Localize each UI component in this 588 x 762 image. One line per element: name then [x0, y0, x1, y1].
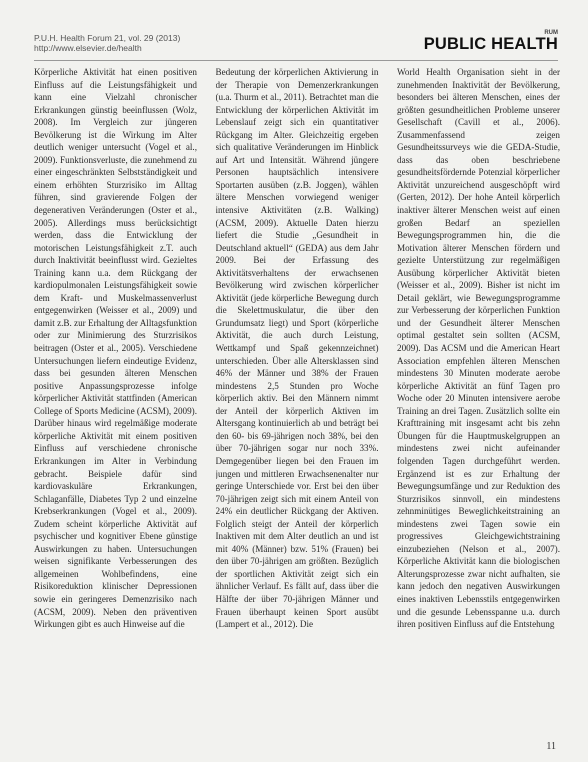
journal-line: P.U.H. Health Forum 21, vol. 29 (2013): [34, 33, 181, 43]
text-column-3: [397, 66, 560, 728]
text-column-2: [216, 66, 379, 728]
column-2-text: Bedeutung der körperlichen Aktivierung in der Therapie von Demenzerkrankungen (u.a. Thurm et al., 2011). Betrachtet man die Entwicklung der körperlichen Aktivität im Lebenslauf zeigt sich ein quantitativer Rückgang im Alter. Gleichzeitig ergeben sich qualitative Veränderungen im Hinblick auf Art und Intensität. Während jüngere Personen hauptsächlich intensivere Sportarten ausüben (z.B. Joggen), wählen ältere Menschen vorwiegend weniger intensive Aktivitäten (z.B. Walking) (ACSM, 2009). Aktuelle Daten hierzu liefert die Studie „Gesundheit in Deutschland aktuell“ (GEDA) aus dem Jahr 2009. Bei der Erfassung des Aktivitätsverhaltens der erwachsenen Bevölkerung wird zwischen körperlicher Aktivität (jede körperliche Bewegung durch die Skelettmuskulatur, die über den Grundumsatz liegt) und Sport (körperliche Aktivität, die auch durch Leistung, Wettkampf und Spaß gekennzeichnet) unterschieden. Über alle Altersklassen sind 46% der Männer und 38% der Frauen mindestens 2,5 Stunden pro Woche körperlich aktiv. Bei den Männern nimmt der Anteil der körperlich Aktiven im Altersgang kontinuierlich ab und beträgt bei den 60- bis 69-jährigen noch 38%, bei den über 70-jährigen sogar nur noch 33%. Demgegenüber liegen bei den Frauen im jungen und mittleren Erwachsenenalter nur geringe Unterschiede vor. Erst bei den über 70-jährigen zeigt sich mit einem Anteil von 24% ein deutlicher Rückgang der Aktiven. Folglich steigt der Anteil der körperlich Inaktiven mit dem Alter deutlich an und ist mit 40% (Männer) bzw. 51% (Frauen) bei den über 70-jährigen am größten. Bezüglich der sportlichen Aktivität zeigt sich ein ähnlicher Verlauf. Es fällt auf, dass über die Hälfte der über 70-jährigen Männer und Frauen überhaupt keinen Sport ausübt (Lampert et al., 2012). Die: [215, 67, 379, 630]
article-body: [34, 66, 560, 728]
page-number: 11: [546, 741, 556, 752]
brand-title: PUBLIC HEALTH: [423, 35, 558, 53]
page-header: [0, 0, 588, 62]
column-1-text: Körperliche Aktivität hat einen positiven Einfluss auf die Leistungsfähigkeit und kann eine Vielzahl chronischer Erkrankungen günstig beeinflussen (Wolz, 2008). Im Vergleich zur jüngeren Bevölkerung ist die Wirkung im Alter deutlich weniger untersucht (Vogel et al., 2009). Funktionsverluste, die zunehmend zu einer eingeschränkten Selbstständigkeit und einem erhöhten Sturzrisiko im Alltag führen, sind gravierende Folgen der degenerativen Veränderungen (Oster et al., 2005). Allerdings muss berücksichtigt werden, dass die Entwicklung der motorischen Leistungsfähigkeit z.T. auch durch Inaktivität beeinflusst wird. Gezieltes Training kann u.a. dem Rückgang der kardiopulmonalen Leistungsfähigkeit sowie dem Kraft- und Muskelmassenverlust entgegenwirken (Weisser et al., 2009) und damit z.B. zur Erhaltung der Alltagsfunktion oder zur Minimierung des Sturzrisikos beitragen (Oster et al., 2005). Verschiedene Untersuchungen liefern eindeutige Evidenz, dass bei gesunden älteren Menschen positive Anpassungsprozesse infolge körperlicher Aktivität stattfinden (American College of Sports Medicine (ACSM), 2009). Darüber hinaus wird regelmäßige moderate körperliche Aktivität mit einem positiven Einfluss auf verschiedene chronische Erkrankungen im Alter in Verbindung gebracht. Beispiele dafür sind kardiovaskuläre Erkrankungen, Schlaganfälle, Diabetes Typ 2 und einzelne Krebserkrankungen (Vogel et al., 2009). Zudem scheint körperliche Aktivität auf psychischer und kognitiver Ebene günstige Auswirkungen zu haben. Untersuchungen weisen signifikante Verbesserungen des allgemeinen Wohlbefindens, eine Risikoreduktion klinischer Depressionen sowie ein geringeres Demenzrisiko nach (ACSM, 2009). Neben den präventiven Wirkungen gibt es auch Hinweise auf die: [34, 67, 197, 630]
journal-citation: [34, 33, 180, 53]
column-3-text: World Health Organisation sieht in der zunehmenden Inaktivität der Bevölkerung, besonders bei älteren Menschen, eines der größten gesundheitlichen Probleme unserer Gesellschaft (Cavill et al., 2006). Zusammenfassend zeigen Gesundheitssurveys wie die GEDA-Studie, dass das oben beschriebene gesundheitsfördernde Potenzial körperlicher Aktivität unzureichend ausgeschöpft wird (Gerten, 2012). Der hohe Anteil körperlich inaktiver älterer Menschen weist auf einen großen Bedarf an speziellen Bewegungsprogrammen hin, die die Motivation älterer Menschen fördern und gezielte Unterstützung zur regelmäßigen Ausübung körperlicher Aktivität bieten (Weisser et al., 2009). Bisher ist nicht im Detail geklärt, wie Bewegungsprogramme zur Verbesserung der körperlichen Funktion und der Gesundheit älterer Menschen optimal gestaltet sein sollten (ACSM, 2009). Das ACSM und die American Heart Association empfehlen älteren Menschen mindestens 30 Minuten moderate aerobe körperliche Aktivität an fünf Tagen pro Woche oder 20 Minuten intensivere aerobe Training an drei Tagen. Zusätzlich sollte ein Krafttraining mit insgesamt acht bis zehn Übungen für die Hauptmuskelgruppen an mindestens zwei nicht aufeinander folgenden Tagen durchgeführt werden. Ergänzend ist es zur Erhaltung der Bewegungsumfänge und zur Reduktion des Sturzrisikos sinnvoll, ein mindestens zehnminütiges Beweglichkeitstraining an mindestens zwei Tagen sowie ein progressives Gleichgewichtstraining einzubeziehen (Nelson et al., 2007). Körperliche Aktivität kann die biologischen Alterungsprozesse zwar nicht aufhalten, sie kann jedoch den negativen Auswirkungen eines inaktiven Lebensstils entgegenwirken und die gesunde Lebensspanne u.a. durch ihren positiven Einfluss auf die Entstehung: [397, 67, 560, 630]
header-divider: [34, 60, 558, 61]
journal-brand: [424, 30, 558, 54]
text-column-1: [34, 66, 197, 728]
brand-superscript: RUM: [544, 30, 558, 36]
journal-url: http://www.elsevier.de/health: [34, 43, 142, 53]
